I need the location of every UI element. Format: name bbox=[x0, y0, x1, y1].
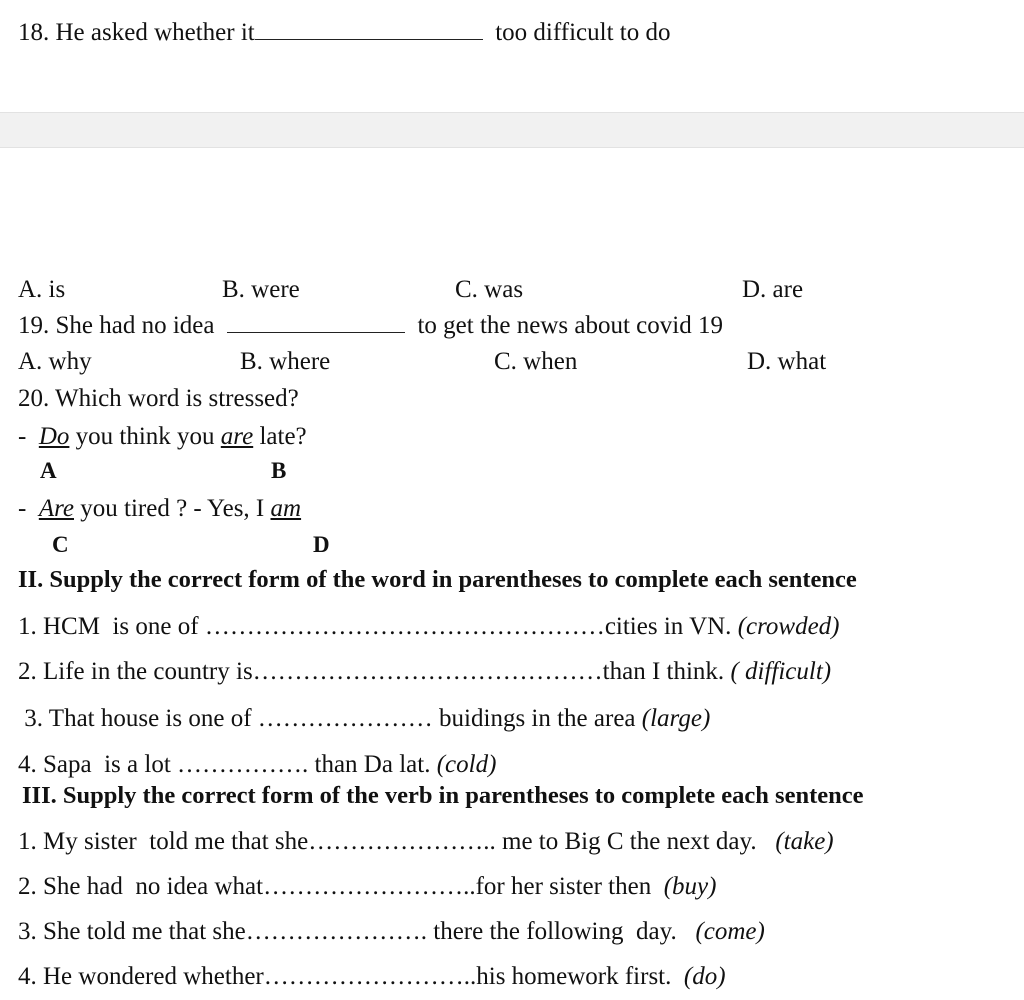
section3-item-4 bbox=[18, 964, 726, 989]
s3-item3-after: there the following day. bbox=[427, 918, 696, 945]
section3-item-1 bbox=[18, 829, 834, 854]
s3-item4-after: his homework first. bbox=[476, 963, 684, 990]
s2-item3-blank[interactable]: ………………… bbox=[257, 705, 433, 732]
q19-option-b[interactable]: B. where bbox=[240, 348, 331, 375]
section-2-heading: II. Supply the correct form of the word in parentheses to complete each sentence bbox=[18, 566, 857, 593]
q20-word-do[interactable]: Do bbox=[38, 423, 70, 450]
question-20: 20. Which word is stressed? bbox=[18, 385, 299, 412]
q20-word-are[interactable]: are bbox=[220, 423, 254, 450]
s2-item2-before: 2. Life in the country is bbox=[18, 658, 253, 685]
q19-option-c[interactable]: C. when bbox=[494, 348, 578, 375]
q19-answer-blank[interactable] bbox=[227, 332, 405, 333]
section-3-heading: III. Supply the correct form of the verb in parentheses to complete each sentence bbox=[22, 782, 864, 809]
s2-item1-after: cities in VN. bbox=[604, 613, 738, 640]
s3-item1-before: 1. My sister told me that she bbox=[18, 828, 309, 855]
s3-item2-hint: (buy) bbox=[663, 873, 717, 900]
s3-item1-hint: (take) bbox=[775, 828, 834, 855]
s2-item1-blank[interactable]: ………………………………………… bbox=[204, 613, 605, 640]
s3-item3-before: 3. She told me that she bbox=[18, 918, 246, 945]
q20-line1-mid: you think you bbox=[69, 423, 221, 450]
s2-item2-after: than I think. bbox=[602, 658, 731, 685]
section3-item-3 bbox=[18, 919, 765, 944]
q20-line-2 bbox=[18, 496, 301, 521]
q19-option-a[interactable]: A. why bbox=[18, 348, 92, 375]
q20-line2-dash: - bbox=[18, 495, 27, 522]
q19-text-after: to get the news about covid 19 bbox=[417, 312, 723, 339]
q20-line-1 bbox=[18, 424, 307, 449]
q20-line1-dash: - bbox=[18, 423, 27, 450]
section2-item-1 bbox=[18, 614, 840, 639]
section2-item-2 bbox=[18, 659, 831, 684]
q18-option-d[interactable]: D. are bbox=[742, 276, 804, 303]
q18-answer-blank[interactable] bbox=[255, 39, 483, 40]
q20-label-a: A bbox=[40, 458, 57, 483]
s2-item2-blank[interactable]: …………………………………… bbox=[252, 658, 603, 685]
q20-word-am[interactable]: am bbox=[270, 495, 302, 522]
s2-item4-blank[interactable]: ……………. bbox=[177, 751, 309, 778]
q20-word-are-2[interactable]: Are bbox=[38, 495, 74, 522]
q19-text-before: 19. She had no idea bbox=[18, 312, 215, 339]
s3-item2-after: for her sister then bbox=[475, 873, 664, 900]
s2-item4-after: than Da lat. bbox=[308, 751, 437, 778]
s2-item4-before: 4. Sapa is a lot bbox=[18, 751, 178, 778]
s3-item1-blank[interactable]: ………………….. bbox=[308, 828, 496, 855]
s2-item4-hint: (cold) bbox=[436, 751, 497, 778]
s2-item3-before: 3. That house is one of bbox=[18, 705, 258, 732]
s3-item3-hint: (come) bbox=[695, 918, 765, 945]
s3-item3-blank[interactable]: …………………. bbox=[245, 918, 427, 945]
section3-item-2 bbox=[18, 874, 716, 899]
s3-item4-blank[interactable]: …………………….. bbox=[263, 963, 477, 990]
q18-option-b[interactable]: B. were bbox=[222, 276, 300, 303]
s3-item2-before: 2. She had no idea what bbox=[18, 873, 264, 900]
s2-item1-hint: (crowded) bbox=[737, 613, 840, 640]
s2-item1-before: 1. HCM is one of bbox=[18, 613, 205, 640]
s2-item2-hint: ( difficult) bbox=[730, 658, 832, 685]
question-18 bbox=[18, 20, 670, 45]
q20-line1-end: late? bbox=[253, 423, 307, 450]
q18-option-c[interactable]: C. was bbox=[455, 276, 524, 303]
q20-label-d: D bbox=[313, 532, 330, 557]
s2-item3-after: buidings in the area bbox=[432, 705, 642, 732]
q18-option-a[interactable]: A. is bbox=[18, 276, 66, 303]
s3-item1-after: me to Big C the next day. bbox=[495, 828, 776, 855]
s3-item4-hint: (do) bbox=[683, 963, 726, 990]
page-separator bbox=[0, 112, 1024, 148]
section2-item-3 bbox=[18, 706, 710, 731]
section2-item-4 bbox=[18, 752, 496, 777]
q18-text-after: too difficult to do bbox=[495, 19, 671, 46]
s3-item2-blank[interactable]: …………………….. bbox=[263, 873, 476, 900]
question-19 bbox=[18, 313, 723, 338]
q18-text-before: 18. He asked whether it bbox=[18, 19, 255, 46]
s3-item4-before: 4. He wondered whether bbox=[18, 963, 264, 990]
s2-item3-hint: (large) bbox=[641, 705, 711, 732]
q20-label-b: B bbox=[271, 458, 287, 483]
q19-option-d[interactable]: D. what bbox=[747, 348, 827, 375]
q20-label-c: C bbox=[52, 532, 69, 557]
q20-line2-mid: you tired ? - Yes, I bbox=[74, 495, 271, 522]
